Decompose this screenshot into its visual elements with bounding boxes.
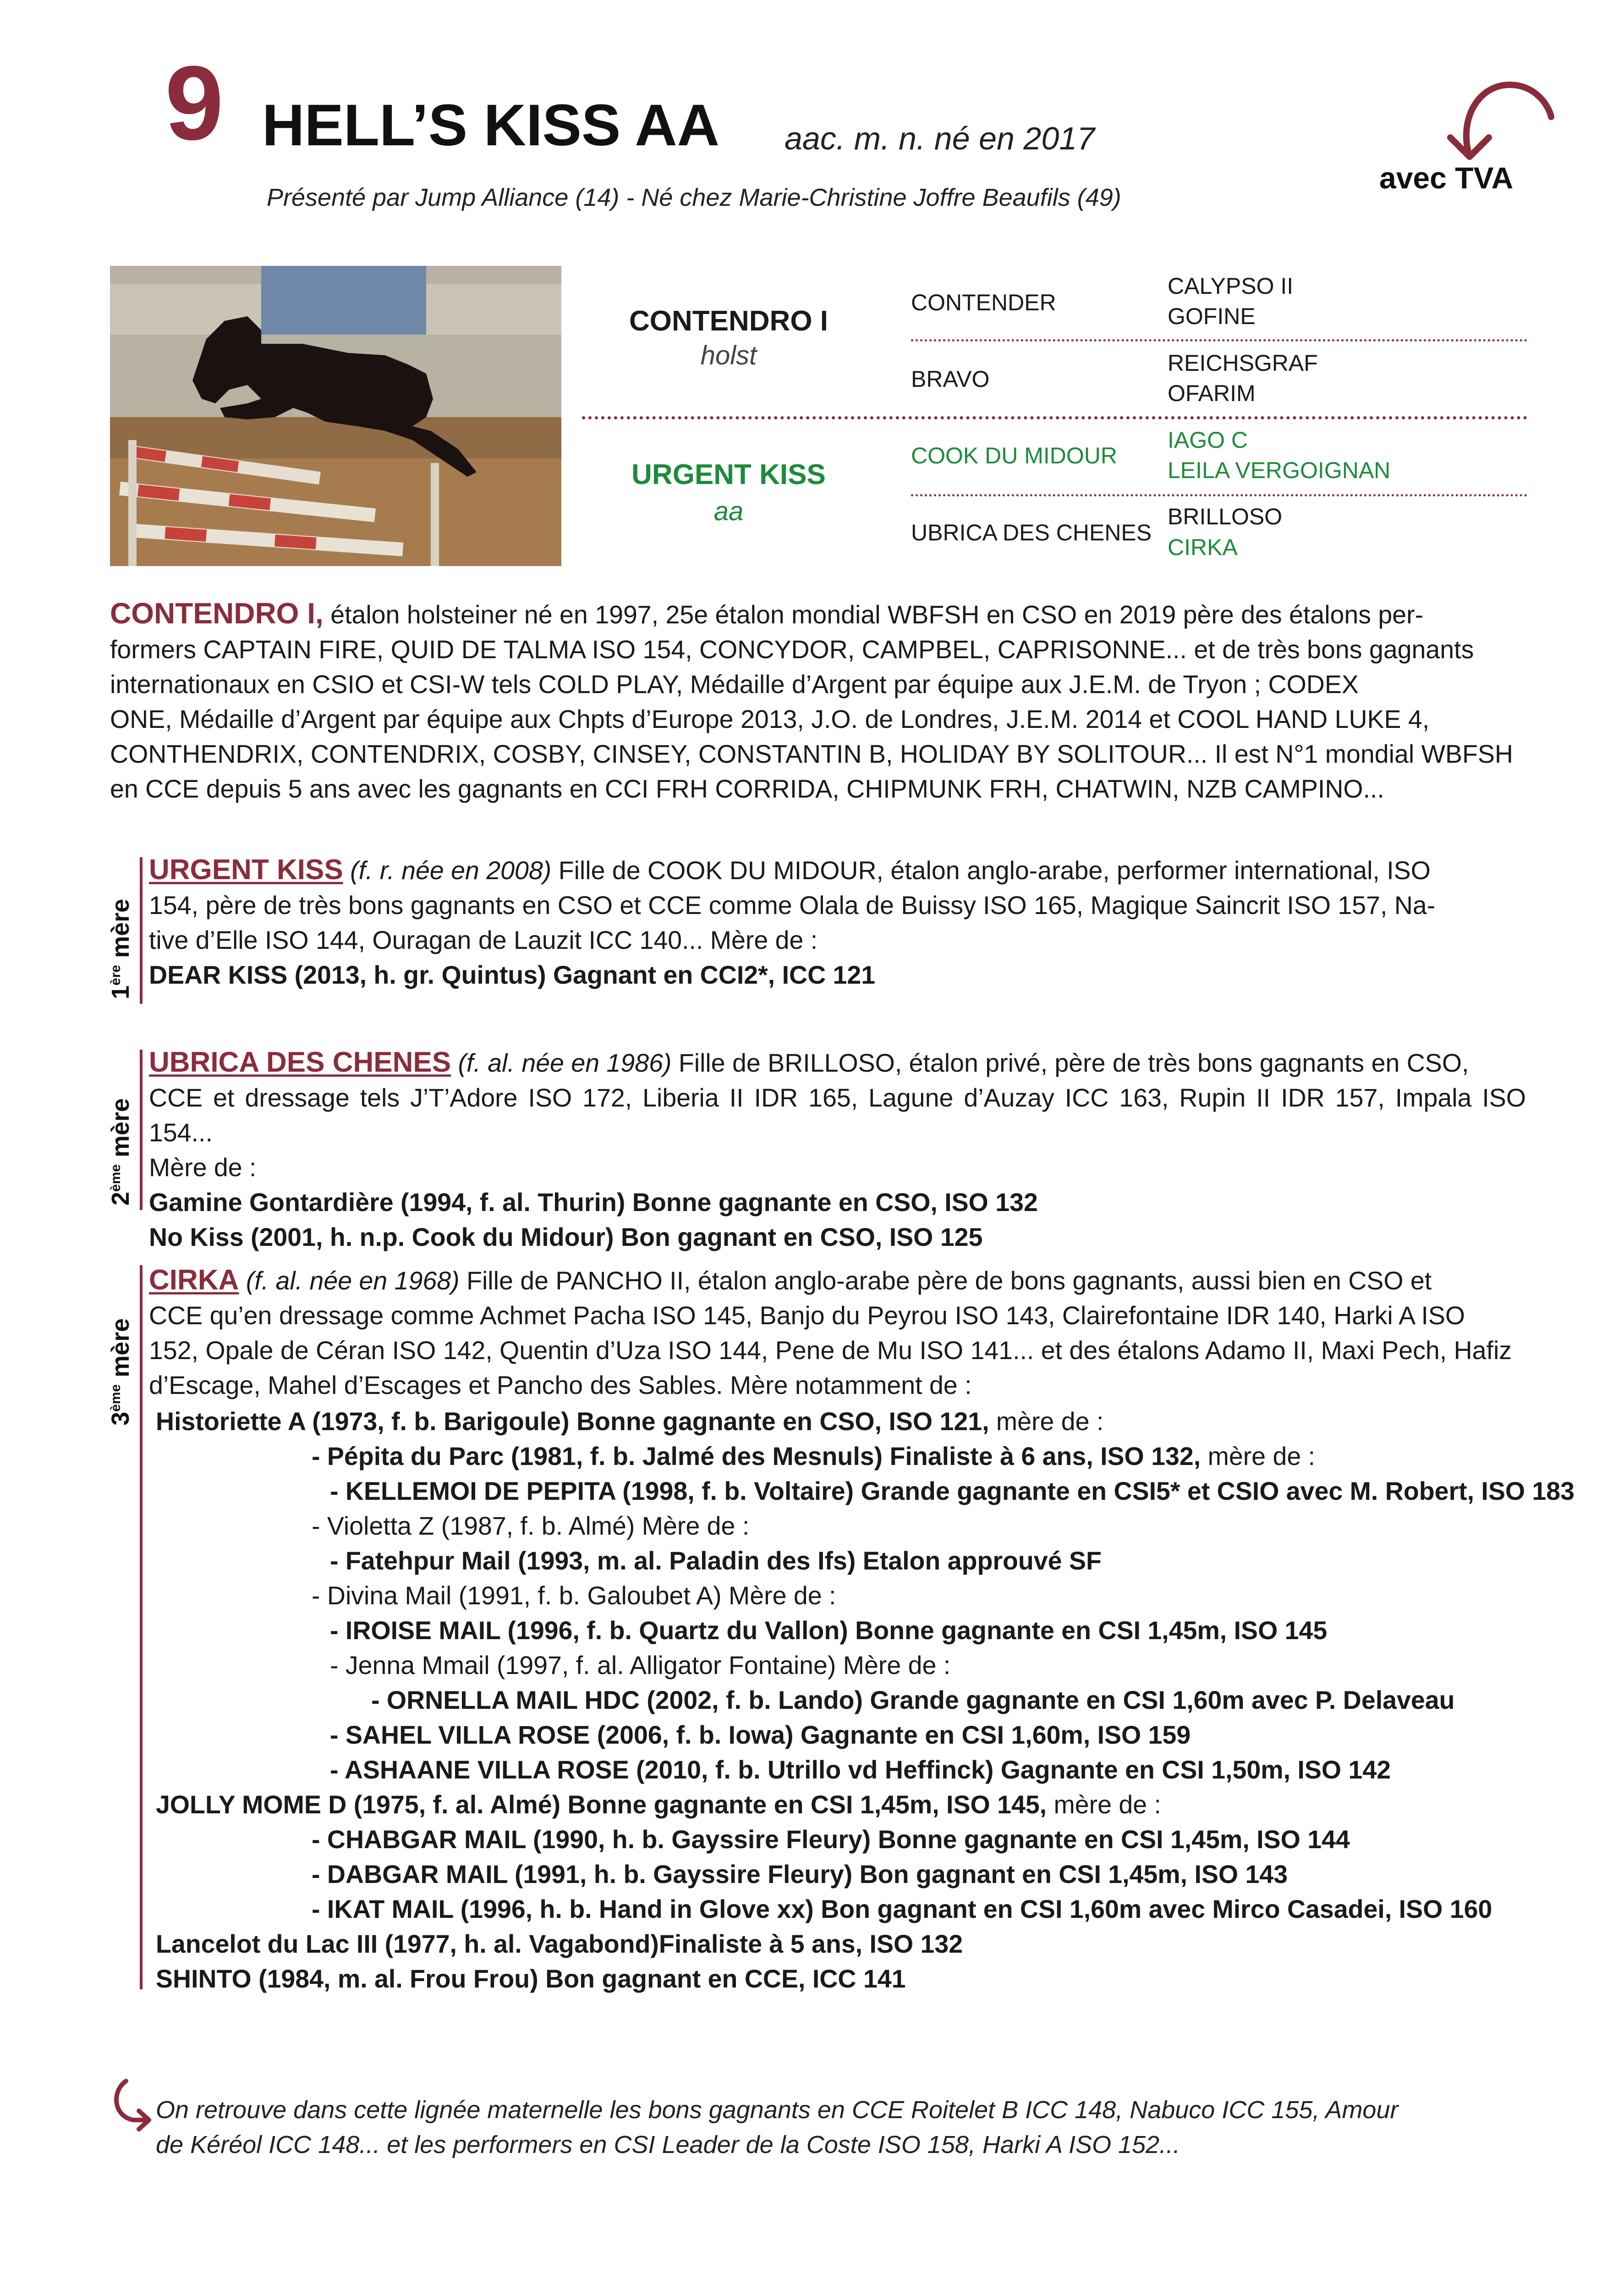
pedigree-dam-sire-dam: LEILA VERGOIGNAN <box>1168 457 1391 483</box>
mere1-label: 1ère mère <box>107 898 134 999</box>
curved-arrow-icon <box>1441 69 1560 170</box>
sire-line: internationaux en CSIO et CSI-W tels COLD PLAY, Médaille d’Argent par équipe aux J.E.M. de Tryon ; CODEX <box>110 670 1359 699</box>
descendant-line: - SAHEL VILLA ROSE (2006, f. b. Iowa) Gagnante en CSI 1,60m, ISO 159 <box>330 1721 1191 1749</box>
pedigree-dam-sire: COOK DU MIDOUR <box>911 443 1117 468</box>
pedigree-sire-dam-dam: OFARIM <box>1168 380 1256 406</box>
mere3-paragraph: CIRKA (f. al. née en 1968) Fille de PANCHO II, étalon anglo-arabe père de bons gagnants, aussi bien en CSO et CCE qu’en dressage comme Achmet Pacha ISO 145, Banjo du Peyrou ISO 143, Clairefontaine IDR 140, Harki A ISO 152, Opale de Céran ISO 142, Quentin d’Uza ISO 144, Pene de Mu ISO 141... et des étalons Adamo II, Maxi Pech, Hafiz d’Escage, Mahel d’Escages et Pancho des Sables. Mère notamment de : <box>149 1264 1512 1399</box>
pedigree-dam-dam: UBRICA DES CHENES <box>911 520 1152 545</box>
mere2-name: UBRICA DES CHENES <box>149 1046 451 1078</box>
descendant-line: - Violetta Z (1987, f. b. Almé) Mère de : <box>312 1512 750 1540</box>
pedigree-dam-sire-sire: IAGO C <box>1168 427 1248 453</box>
pedigree-dam-dam-dam: CIRKA <box>1168 534 1238 560</box>
horse-name: HELL’S KISS AA <box>262 93 720 158</box>
mere3-label: 3ème mère <box>107 1318 134 1426</box>
descendant-line: SHINTO (1984, m. al. Frou Frou) Bon gagnant en CCE, ICC 141 <box>156 1965 906 1993</box>
descendant-line: - Jenna Mmail (1997, f. al. Alligator Fontaine) Mère de : <box>330 1651 951 1679</box>
descendant-line: JOLLY MOME D (1975, f. al. Almé) Bonne gagnante en CSI 1,45m, ISO 145, mère de : <box>156 1790 1161 1819</box>
descendant-line: Lancelot du Lac III (1977, h. al. Vagabond)Finaliste à 5 ans, ISO 132 <box>156 1930 963 1958</box>
descendant-line: - ORNELLA MAIL HDC (2002, f. b. Lando) Grande gagnante en CSI 1,60m avec P. Delaveau <box>371 1686 1455 1714</box>
mere3-name: CIRKA <box>149 1264 239 1296</box>
presented-by: Présenté par Jump Alliance (14) - Né chez Marie-Christine Joffre Beaufils (49) <box>267 184 1121 211</box>
sire-line: CONTENDRO I, étalon holsteiner né en 1997, 25e étalon mondial WBFSH en CSO en 2019 père des étalons per- <box>110 597 1424 630</box>
footnote: On retrouve dans cette lignée maternelle les bons gagnants en CCE Roitelet B ICC 148, Nabuco ICC 155, Amour de Kéréol ICC 148... et les performers en CSI Leader de la Coste ISO 158, Harki A ISO 152... <box>156 2096 1399 2158</box>
descendant-line: - IKAT MAIL (1996, h. b. Hand in Glove xx) Bon gagnant en CSI 1,60m avec Mirco Casadei, ISO 160 <box>312 1895 1492 1923</box>
pedigree-sire-dam-sire: REICHSGRAF <box>1168 350 1318 376</box>
descendant-line: - Fatehpur Mail (1993, m. al. Paladin des Ifs) Etalon approuvé SF <box>330 1547 1102 1575</box>
pedigree-divider-main <box>582 416 1527 419</box>
sire-line: en CCE depuis 5 ans avec les gagnants en CCI FRH CORRIDA, CHIPMUNK FRH, CHATWIN, NZB CAMPINO... <box>110 775 1384 803</box>
pedigree-sire: CONTENDRO I <box>629 305 828 337</box>
horse-info: aac. m. n. né en 2017 <box>785 121 1095 156</box>
mere1-name: URGENT KISS <box>149 854 343 886</box>
sire-description <box>110 596 1526 806</box>
descendant-line: Historiette A (1973, f. b. Barigoule) Bonne gagnante en CSO, ISO 121, mère de : <box>156 1407 1104 1436</box>
sire-name: CONTENDRO I, <box>110 597 324 630</box>
pedigree-dam-breed: aa <box>713 496 744 526</box>
mere-bar <box>140 857 143 1004</box>
mere-bar <box>140 1050 143 1210</box>
horse-photo <box>110 266 561 566</box>
pedigree-sire-dam: BRAVO <box>911 366 990 392</box>
descendant-line: - IROISE MAIL (1996, f. b. Quartz du Vallon) Bonne gagnante en CSI 1,45m, ISO 145 <box>330 1616 1328 1645</box>
lot-number: 9 <box>165 44 221 162</box>
pedigree-divider <box>911 494 1527 496</box>
mere2-label: 2ème mère <box>107 1098 134 1206</box>
pedigree-divider <box>911 339 1527 341</box>
sire-line: formers CAPTAIN FIRE, QUID DE TALMA ISO 154, CONCYDOR, CAMPBEL, CAPRISONNE... et de très bons gagnants <box>110 635 1474 664</box>
pedigree-sire-sire-dam: GOFINE <box>1168 303 1256 329</box>
descendant-line: - CHABGAR MAIL (1990, h. b. Gayssire Fleury) Bonne gagnante en CSI 1,45m, ISO 144 <box>312 1825 1350 1854</box>
sire-line: ONE, Médaille d’Argent par équipe aux Chpts d’Europe 2013, J.O. de Londres, J.E.M. 2014 et COOL HAND LUKE 4, <box>110 705 1430 733</box>
tva-label: avec TVA <box>1379 161 1514 195</box>
pedigree-sire-sire: CONTENDER <box>911 290 1056 315</box>
descendant-line: - Divina Mail (1991, f. b. Galoubet A) Mère de : <box>312 1581 836 1610</box>
descendant-line: - DABGAR MAIL (1991, h. b. Gayssire Fleury) Bon gagnant en CSI 1,45m, ISO 143 <box>312 1860 1288 1889</box>
mere-bar <box>140 1265 143 1989</box>
descendant-line: - KELLEMOI DE PEPITA (1998, f. b. Voltaire) Grande gagnante en CSI5* et CSIO avec M. Robert, ISO 183 <box>330 1477 1575 1505</box>
pedigree-dam: URGENT KISS <box>631 459 826 490</box>
hook-arrow-icon <box>108 2076 158 2131</box>
descendant-line: - Pépita du Parc (1981, f. b. Jalmé des Mesnuls) Finaliste à 6 ans, ISO 132, mère de : <box>312 1442 1316 1470</box>
sire-line: CONTHENDRIX, CONTENDRIX, COSBY, CINSEY, CONSTANTIN B, HOLIDAY BY SOLITOUR... Il est N°1 mondial WBFSH <box>110 740 1513 768</box>
pedigree-dam-dam-sire: BRILLOSO <box>1168 504 1283 529</box>
pedigree-sire-sire-sire: CALYPSO II <box>1168 273 1294 299</box>
pedigree-sire-breed: holst <box>700 341 757 370</box>
mere1-paragraph: URGENT KISS (f. r. née en 2008) Fille de COOK DU MIDOUR, étalon anglo-arabe, performer international, ISO 154, père de très bons gagnants en CSO et CCE comme Olala de Buissy ISO 165, Magique Saincrit ISO 157, Na- tive d’Elle ISO 144, Ouragan de Lauzit ICC 140... Mère de : DEAR KISS (2013, h. gr. Quintus) Gagnant en CCI2*, ICC 121 <box>149 854 1436 989</box>
mere2-paragraph: UBRICA DES CHENES (f. al. née en 1986) Fille de BRILLOSO, étalon privé, père de très bons gagnants en CSO, CCE et dressage tels J’T’Adore ISO 172, Liberia II IDR 165, Lagune d’Auzay ICC 163, Rupin II IDR 157, Impala ISO 154... Mère de : Gamine Gontardière (1994, f. al. Thurin) Bonne gagnante en CSO, ISO 132 No Kiss (2001, h. n.p. Cook du Midour) Bon gagnant en CSO, ISO 125 <box>149 1046 1526 1251</box>
descendant-line: - ASHAANE VILLA ROSE (2010, f. b. Utrillo vd Heffinck) Gagnante en CSI 1,50m, ISO 142 <box>330 1756 1391 1784</box>
